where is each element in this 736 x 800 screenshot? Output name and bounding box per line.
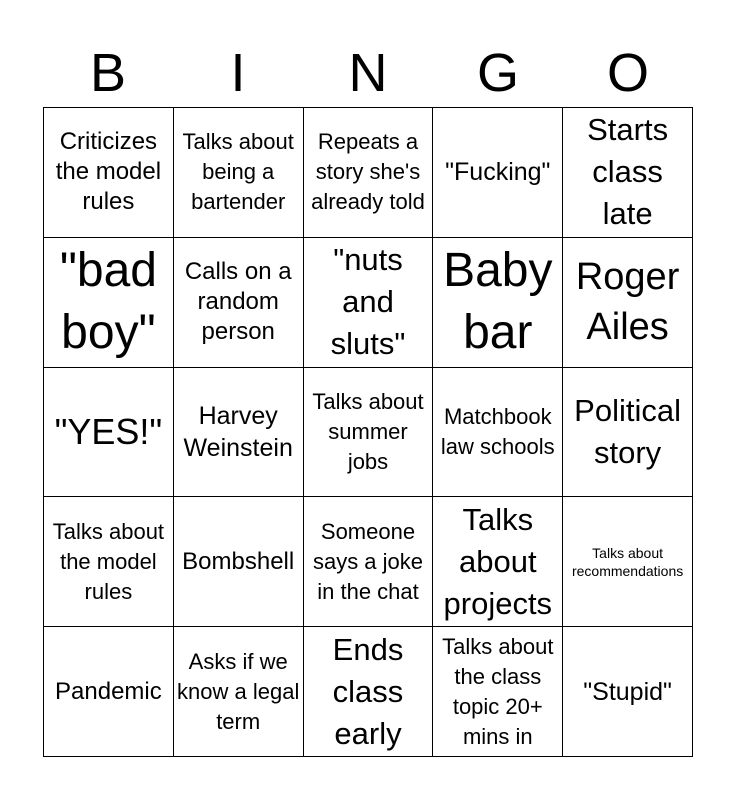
- bingo-cell[interactable]: [563, 368, 693, 498]
- bingo-cell[interactable]: [433, 238, 563, 368]
- cell-text: Roger Ailes: [575, 256, 680, 349]
- cell-text: "Stupid": [583, 677, 672, 706]
- header-letter-b: B: [89, 43, 127, 103]
- bingo-cell[interactable]: [563, 238, 693, 368]
- bingo-cell[interactable]: [44, 238, 174, 368]
- cell-text: Talks about the model rules: [52, 518, 165, 604]
- bingo-cell[interactable]: [174, 238, 304, 368]
- bingo-cell[interactable]: [304, 238, 434, 368]
- bingo-cell[interactable]: [433, 368, 563, 498]
- cell-text: "bad boy": [59, 244, 157, 360]
- bingo-cell[interactable]: [174, 368, 304, 498]
- cell-text: Pandemic: [55, 677, 162, 705]
- header-letter-o: O: [606, 43, 649, 103]
- bingo-cell[interactable]: [563, 108, 693, 238]
- cell-text: Bombshell: [182, 547, 295, 575]
- cell-text: Calls on a random person: [184, 258, 292, 346]
- cell-text: Talks about being a bartender: [182, 129, 294, 215]
- cell-text: Matchbook law schools: [440, 403, 555, 459]
- header-letter-n: N: [348, 43, 388, 103]
- bingo-grid: [43, 107, 693, 757]
- cell-text: Harvey Weinstein: [183, 401, 293, 462]
- cell-text: Someone says a joke in the chat: [312, 518, 424, 604]
- cell-text: Talks about projects: [443, 501, 553, 621]
- cell-text: Talks about recommendations: [571, 544, 684, 579]
- cell-text: "Fucking": [445, 158, 551, 187]
- cell-text: Repeats a story she's already told: [311, 129, 425, 215]
- bingo-cell[interactable]: [174, 497, 304, 627]
- cell-text: Starts class late: [587, 112, 669, 232]
- bingo-cell[interactable]: [433, 627, 563, 757]
- cell-text: Talks about summer jobs: [312, 388, 424, 474]
- cell-text: "YES!": [54, 410, 163, 452]
- bingo-cell[interactable]: [44, 627, 174, 757]
- bingo-cell[interactable]: [304, 368, 434, 498]
- bingo-cell[interactable]: [433, 108, 563, 238]
- bingo-cell[interactable]: [174, 108, 304, 238]
- cell-text: Criticizes the model rules: [55, 128, 162, 216]
- header-letter-i: I: [230, 43, 246, 103]
- bingo-cell[interactable]: [304, 108, 434, 238]
- bingo-header: [43, 40, 693, 106]
- bingo-cell[interactable]: [433, 497, 563, 627]
- bingo-cell[interactable]: [563, 497, 693, 627]
- bingo-cell[interactable]: [174, 627, 304, 757]
- cell-text: Baby bar: [443, 244, 553, 360]
- cell-text: Ends class early: [332, 631, 404, 751]
- bingo-cell[interactable]: [563, 627, 693, 757]
- bingo-cell[interactable]: [44, 497, 174, 627]
- bingo-cell[interactable]: [304, 497, 434, 627]
- bingo-cell[interactable]: [44, 368, 174, 498]
- cell-text: "nuts and sluts": [330, 242, 406, 362]
- bingo-cell[interactable]: [304, 627, 434, 757]
- bingo-cell[interactable]: [44, 108, 174, 238]
- cell-text: Talks about the class topic 20+ mins in: [442, 633, 554, 749]
- cell-text: Asks if we know a legal term: [177, 648, 300, 734]
- cell-text: Political story: [574, 392, 681, 470]
- header-letter-g: G: [476, 43, 519, 103]
